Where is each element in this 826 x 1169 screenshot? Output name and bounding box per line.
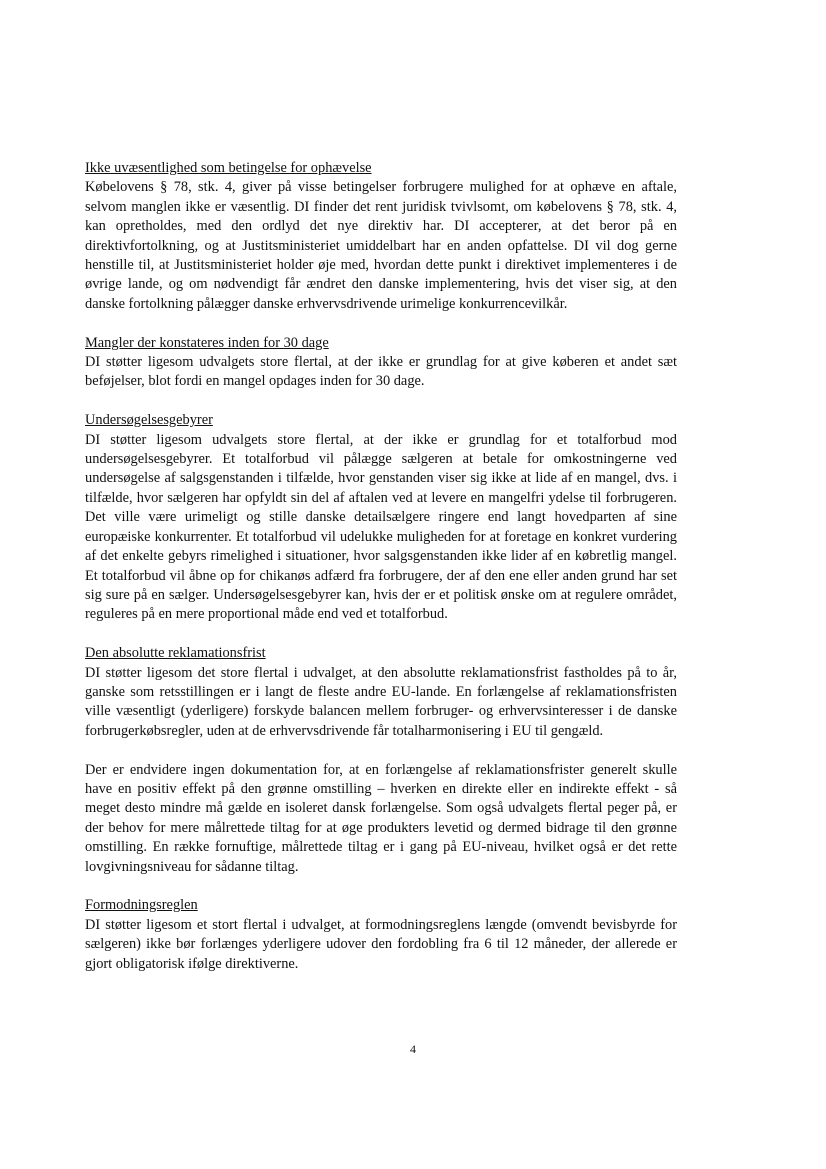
- page-number: 4: [410, 1042, 416, 1056]
- section-paragraph: DI støtter ligesom udvalgets store flertal, at der ikke er grundlag for at give køberen et andet sæt beføjelser, blot fordi en mangel opdages inden for 30 dage.: [85, 354, 677, 390]
- section-paragraph: Købelovens § 78, stk. 4, giver på visse betingelser forbrugere mulighed for at ophæve en aftale, selvom manglen ikke er væsentlig. DI finder det rent juridisk tvivlsomt, om købelovens § 78, stk. 4, kan opretholdes, med den ordlyd det nye direktiv har. DI accepterer, at det beror på en direktivfortolkning, og at Justitsministeriet umiddelbart har en anden opfattelse. DI vil dog gerne henstille til, at Justitsministeriet holder øje med, hvordan dette punkt i direktivet implementeres i de øvrige lande, og om nødvendigt får ændret den danske implementering, hvis det viser sig, at den danske fortolkning pålægger danske erhvervsdrivende urimelige konkurrencevilkår.: [85, 179, 677, 312]
- section-heading: Formodningsreglen: [85, 897, 198, 914]
- section-paragraph: DI støtter ligesom det store flertal i udvalget, at den absolutte reklamationsfrist fastholdes på to år, ganske som retsstillingen er i langt de fleste andre EU-lande. En forlængelse af reklamationsfristen ville væsentligt (yderligere) forskyde balancen mellem forbruger- og erhvervsinteresser i de danske forbrugerkøbsregler, uden at de erhvervsdrivende får totalharmonisering i EU til gengæld.: [85, 664, 677, 739]
- section-heading: Ikke uvæsentlighed som betingelse for ophævelse: [85, 160, 372, 176]
- section-reklamationsfrist: [85, 644, 677, 877]
- section-ophaevelse: [85, 159, 677, 314]
- section-heading: Undersøgelsesgebyrer: [85, 412, 213, 429]
- section-formodningsreglen: [85, 896, 677, 974]
- section-heading: Den absolutte reklamationsfrist: [85, 645, 266, 662]
- section-heading: Mangler der konstateres inden for 30 dage: [85, 334, 329, 351]
- section-paragraph: DI støtter ligesom et stort flertal i udvalget, at formodningsreglens længde (omvendt bevisbyrde for sælgeren) ikke bør forlænges yderligere udover den fordobling fra 6 til 12 måneder, der allerede er gjort obligatorisk ifølge direktiverne.: [85, 916, 677, 972]
- document-body: [85, 159, 677, 993]
- section-paragraph: Der er endvidere ingen dokumentation for, at en forlængelse af reklamationsfrister generelt skulle have en positiv effekt på den grønne omstilling – hverken en direkte eller en indirekte effekt - så meget desto mindre må gælde en isoleret dansk forlængelse. Som også udvalgets flertal peger på, er der behov for mere målrettede tiltag for at øge produkters levetid og dermed bidrage til den grønne omstilling. En række fornuftige, målrettede tiltag er i gang på EU-niveau, hvilket også er det rette lovgivningsniveau for sådanne tiltag.: [85, 761, 677, 875]
- section-30-dage: [85, 334, 677, 392]
- section-undersoegelsesgebyrer: [85, 411, 677, 624]
- section-paragraph: DI støtter ligesom udvalgets store flertal, at der ikke er grundlag for et totalforbud mod undersøgelsesgebyrer. Et totalforbud vil pålægge sælgeren at betale for omkostningerne ved undersøgelse af salgsgenstanden i tilfælde, hvor genstanden viser sig ikke at lide af en mangel, dvs. i tilfælde, hvor sælgeren har opfyldt sin del af aftalen ved at levere en mangelfri ydelse til forbrugeren. Det ville være urimeligt og stille danske detailsælgere ringere end langt hovedparten af sine europæiske konkurrenter. Et totalforbud vil udelukke muligheden for at foretage en konkret vurdering af det enkelte gebyrs rimelighed i situationer, hvor salgsgenstanden ikke lider af en købretlig mangel. Et totalforbud vil åbne op for chikanøs adfærd fra forbrugere, der af den ene eller anden grund har set sig sure på en sælger. Undersøgelsesgebyrer kan, hvis der er et politisk ønske om at regulere området, reguleres på en mere proportional måde end ved et totalforbud.: [85, 431, 677, 623]
